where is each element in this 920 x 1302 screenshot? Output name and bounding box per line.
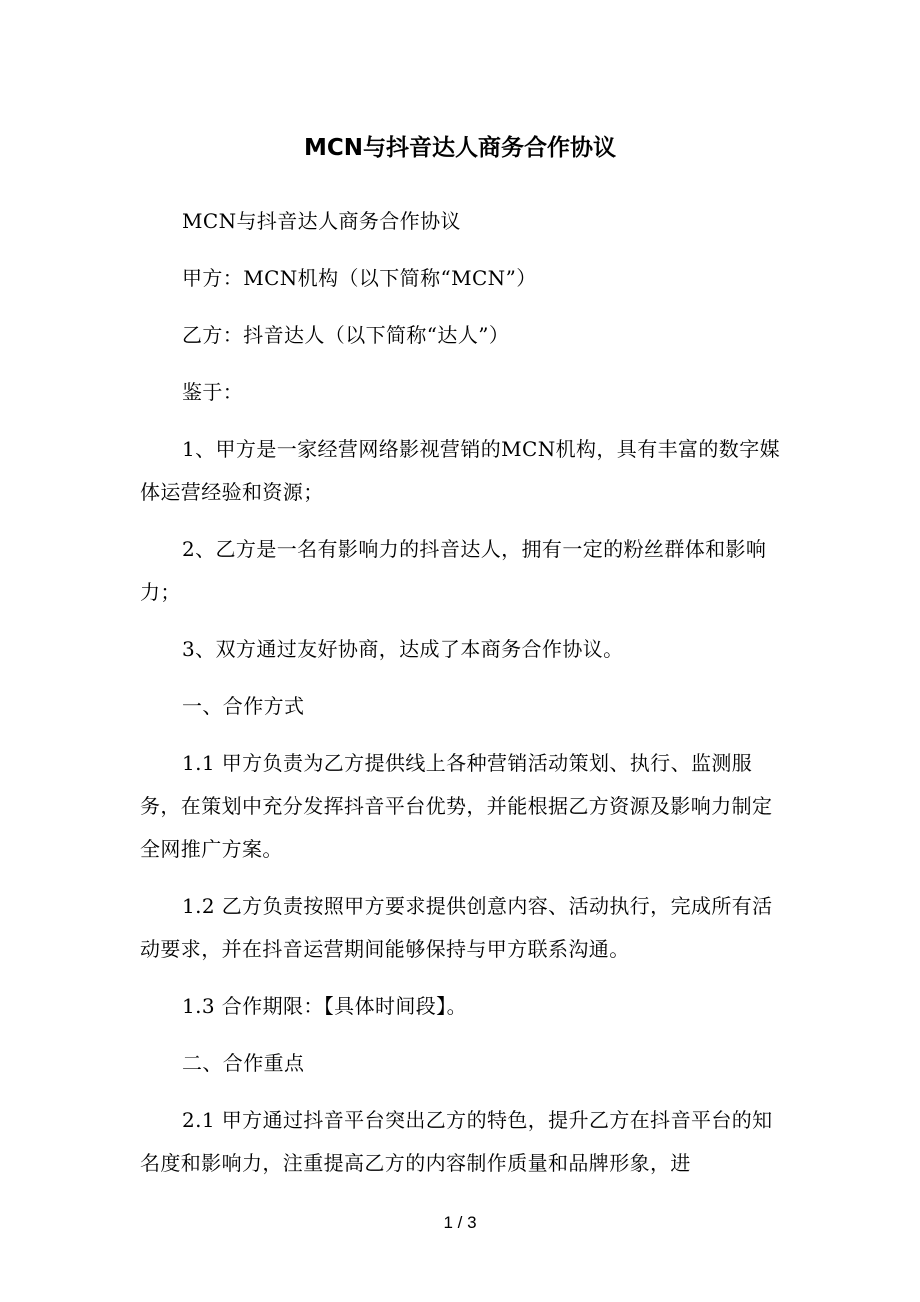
paragraph-clause-2-1: 2.1 甲方通过抖音平台突出乙方的特色，提升乙方在抖音平台的知名度和影响力，注重提高乙方的内容制作质量和品牌形象，进 bbox=[140, 1108, 773, 1175]
paragraph-heading-repeat: MCN与抖音达人商务合作协议 bbox=[182, 209, 461, 233]
paragraph-party-a: 甲方：MCN机构（以下简称“MCN”） bbox=[182, 266, 537, 290]
paragraph-clause-1-2: 1.2 乙方负责按照甲方要求提供创意内容、活动执行，完成所有活动要求，并在抖音运营期间能够保持与甲方联系沟通。 bbox=[140, 894, 773, 961]
paragraph-whereas: 鉴于： bbox=[182, 380, 244, 404]
paragraph-recital-3: 3、双方通过友好协商，达成了本商务合作协议。 bbox=[182, 637, 624, 661]
paragraph-recital-1: 1、甲方是一家经营网络影视营销的MCN机构，具有丰富的数字媒体运营经验和资源； bbox=[140, 437, 781, 504]
document-body bbox=[140, 200, 780, 1199]
page-number: 1 / 3 bbox=[443, 1213, 477, 1232]
document-title: MCN与抖音达人商务合作协议 bbox=[303, 135, 617, 161]
paragraph-party-b: 乙方：抖音达人（以下简称“达人”） bbox=[182, 323, 510, 347]
section-heading-cooperation-mode: 一、合作方式 bbox=[182, 694, 305, 718]
paragraph-clause-1-1: 1.1 甲方负责为乙方提供线上各种营销活动策划、执行、监测服务，在策划中充分发挥抖音平台优势，并能根据乙方资源及影响力制定全网推广方案。 bbox=[140, 751, 773, 861]
section-heading-cooperation-focus: 二、合作重点 bbox=[182, 1051, 305, 1075]
paragraph-clause-1-3: 1.3 合作期限：【具体时间段】。 bbox=[182, 994, 467, 1018]
paragraph-recital-2: 2、乙方是一名有影响力的抖音达人，拥有一定的粉丝群体和影响力； bbox=[140, 537, 767, 604]
